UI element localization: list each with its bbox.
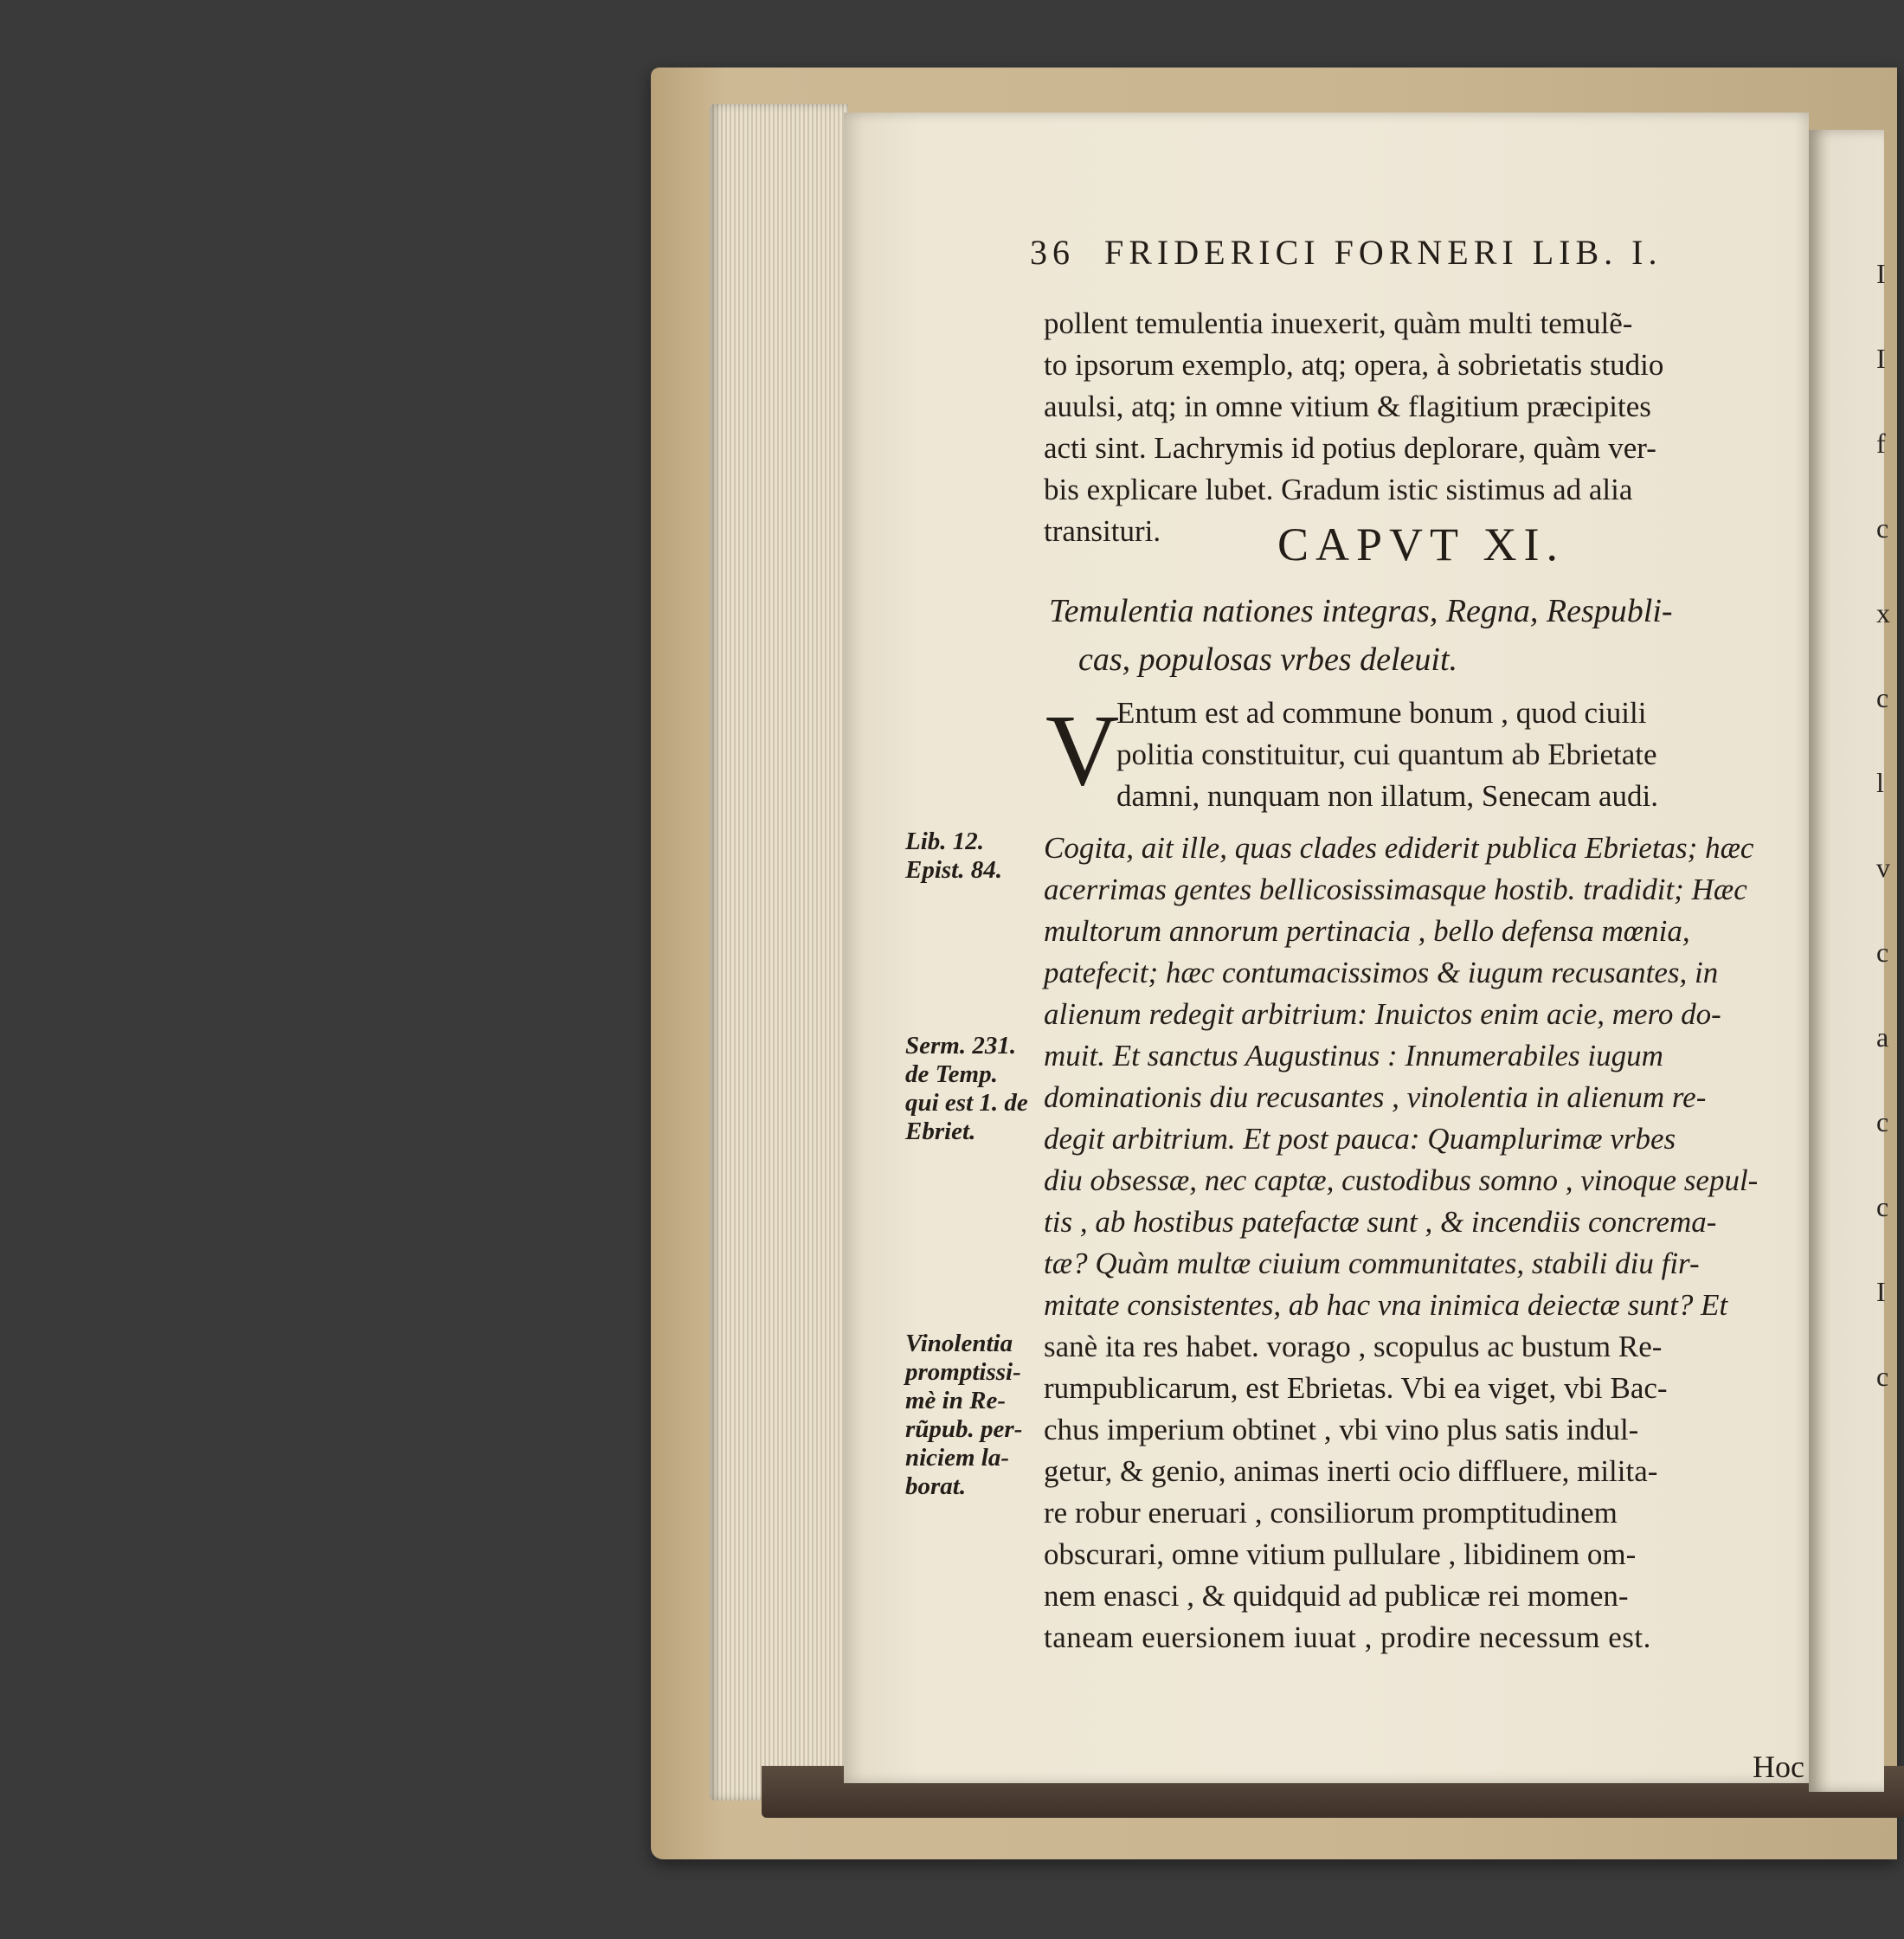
text-line: Entum est ad commune bonum , quod ciuili (1116, 696, 1647, 730)
facing-page-letter: a (1876, 1021, 1889, 1053)
page-number: 36 (1030, 233, 1075, 272)
facing-page-letter: c (1876, 1106, 1889, 1137)
text-line: patefecit; hæc contumacissimos & iugum recusantes, in (1044, 956, 1719, 989)
note-line: borat. (905, 1472, 967, 1500)
facing-page-letter: l (1876, 767, 1884, 798)
note-line: mè in Re- (905, 1387, 1006, 1414)
text-line: politia constituitur, cui quantum ab Ebrietate (1116, 738, 1657, 771)
facing-page-letter: c (1876, 1361, 1889, 1392)
note-line: Epist. 84. (905, 856, 1002, 884)
drop-cap: V (1045, 693, 1120, 807)
running-head (1030, 232, 1740, 275)
marginal-note (905, 1032, 1028, 1146)
facing-page-letter: c (1876, 1191, 1889, 1222)
marginal-note (905, 828, 1002, 885)
text-line: acerrimas gentes bellicosissimasque hostib. tradidit; Hæc (1044, 873, 1747, 906)
catchword: Hoc (1753, 1749, 1804, 1784)
text-line: sanè ita res habet. vorago , scopulus ac bustum Re- (1044, 1330, 1663, 1363)
facing-page-letter: c (1876, 937, 1889, 968)
chapter-heading: CAPVT XI. (1277, 519, 1566, 570)
note-line: Lib. 12. (905, 828, 985, 855)
text-line: getur, & genio, animas inerti ocio diffluere, milita- (1044, 1454, 1658, 1488)
chapter-subtitle-line: Temulentia nationes integras, Regna, Respubli- (1049, 593, 1673, 629)
note-line: Serm. 231. (905, 1032, 1017, 1060)
note-line: qui est 1. de (905, 1089, 1028, 1117)
facing-page-letter: c (1876, 682, 1889, 713)
note-line: de Temp. (905, 1060, 998, 1088)
text-line: taneam euersionem iuuat , prodire necessum est. (1044, 1620, 1651, 1654)
facing-page-letter: I (1876, 343, 1886, 374)
text-line: auulsi, atq; in omne vitium & flagitium præcipites (1044, 390, 1651, 423)
text-line: damni, nunquam non illatum, Senecam audi. (1116, 779, 1658, 813)
note-line: rũpub. per- (905, 1415, 1023, 1443)
facing-page-letter: v (1876, 852, 1890, 883)
text-line: pollent temulentia inuexerit, quàm multi temulẽ- (1044, 306, 1633, 340)
note-line: promptissi- (905, 1358, 1021, 1386)
text-line: chus imperium obtinet , vbi vino plus satis indul- (1044, 1413, 1639, 1446)
note-line: Vinolentia (905, 1330, 1013, 1357)
text-line: muit. Et sanctus Augustinus : Innumerabiles iugum (1044, 1039, 1663, 1073)
chapter-subtitle-line: cas, populosas vrbes deleuit. (1078, 641, 1458, 678)
text-line: diu obsessæ, nec captæ, custodibus somno , vinoque sepul- (1044, 1163, 1759, 1197)
running-title: FRIDERICI FORNERI LIB. I. (1104, 233, 1663, 272)
text-line: rumpublicarum, est Ebrietas. Vbi ea viget, vbi Bac- (1044, 1371, 1668, 1405)
facing-page-letter: I (1876, 258, 1886, 289)
text-line: alienum redegit arbitrium: Inuictos enim acie, mero do- (1044, 997, 1721, 1031)
text-line: mitate consistentes, ab hac vna inimica deiectæ sunt? Et (1044, 1288, 1728, 1322)
note-line: Ebriet. (905, 1118, 976, 1145)
text-line: degit arbitrium. Et post pauca: Quamplurimæ vrbes (1044, 1122, 1676, 1156)
text-line: Cogita, ait ille, quas clades ediderit publica Ebrietas; hæc (1044, 831, 1754, 865)
text-line: re robur eneruari , consiliorum promptitudinem (1044, 1496, 1618, 1530)
text-line: multorum annorum pertinacia , bello defensa mœnia, (1044, 914, 1690, 948)
facing-page-letter: c (1876, 512, 1889, 544)
text-line: nem enasci , & quidquid ad publicæ rei momen- (1044, 1579, 1629, 1613)
facing-page-edge (1809, 130, 1884, 1792)
text-line: tæ? Quàm multæ ciuium communitates, stabili diu fir- (1044, 1246, 1700, 1280)
facing-page-letter: f (1876, 428, 1886, 459)
facing-page-letter: I (1876, 1276, 1886, 1307)
text-line: tis , ab hostibus patefactæ sunt , & incendiis concrema- (1044, 1205, 1717, 1239)
facing-page-letter: x (1876, 597, 1890, 628)
marginal-note (905, 1330, 1022, 1501)
text-line: to ipsorum exemplo, atq; opera, à sobrietatis studio (1044, 348, 1664, 382)
note-line: niciem la- (905, 1444, 1010, 1472)
text-line: transituri. (1044, 514, 1161, 548)
text-line: acti sint. Lachrymis id potius deplorare, quàm ver- (1044, 431, 1656, 465)
text-line: dominationis diu recusantes , vinolentia in alienum re- (1044, 1080, 1707, 1114)
text-line: obscurari, omne vitium pullulare , libidinem om- (1044, 1537, 1637, 1571)
text-line: bis explicare lubet. Gradum istic sistimus ad alia (1044, 473, 1633, 506)
page-edges (710, 104, 848, 1800)
